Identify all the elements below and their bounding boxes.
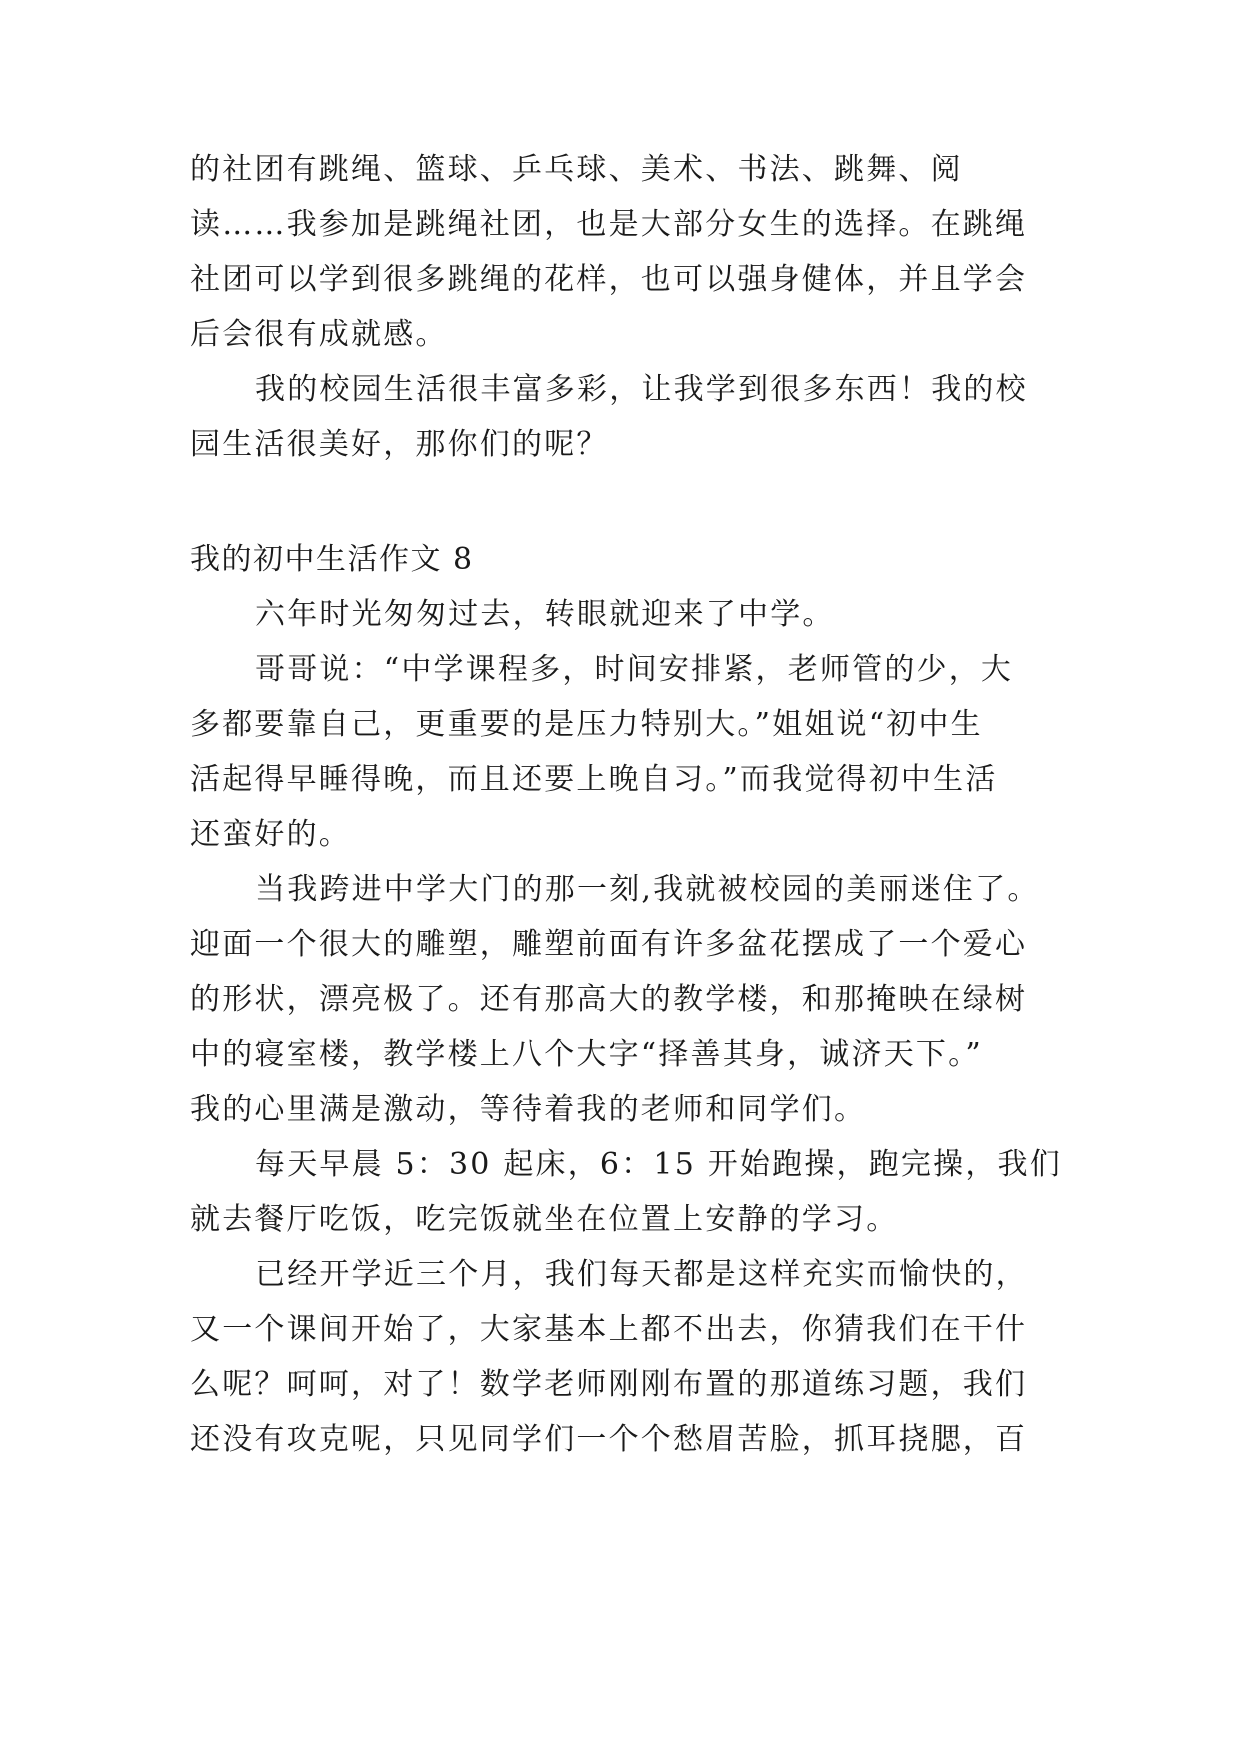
- text-line: 就去餐厅吃饭，吃完饭就坐在位置上安静的学习。: [190, 1202, 899, 1237]
- paragraph-start-line: 哥哥说：“中学课程多，时间安排紧，老师管的少，大: [255, 652, 1014, 687]
- text-line: 又一个课间开始了，大家基本上都不出去，你猜我们在干什: [190, 1312, 1028, 1347]
- text-line: 园生活很美好，那你们的呢？: [190, 427, 609, 462]
- text-line: 迎面一个很大的雕塑，雕塑前面有许多盆花摆成了一个爱心: [190, 927, 1028, 962]
- text-line: 么呢？呵呵，对了！数学老师刚刚布置的那道练习题，我们: [190, 1367, 1028, 1402]
- text-line: 的形状，漂亮极了。还有那高大的教学楼，和那掩映在绿树: [190, 982, 1028, 1017]
- paragraph-start-line: 当我跨进中学大门的那一刻,我就被校园的美丽迷住了。: [255, 872, 1040, 907]
- text-line: 还没有攻克呢，只见同学们一个个愁眉苦脸，抓耳挠腮，百: [190, 1422, 1028, 1457]
- text-line: 活起得早睡得晚，而且还要上晚自习。”而我觉得初中生活: [190, 762, 998, 797]
- text-line: 读……我参加是跳绳社团，也是大部分女生的选择。在跳绳: [190, 207, 1028, 242]
- paragraph-start-line: 我的校园生活很丰富多彩，让我学到很多东西！我的校: [255, 372, 1028, 407]
- text-line: 多都要靠自己，更重要的是压力特别大。”姐姐说“初中生: [190, 707, 983, 742]
- text-line: 还蛮好的。: [190, 817, 351, 852]
- text-line: 后会很有成就感。: [190, 317, 448, 352]
- text-line: 我的心里满是激动，等待着我的老师和同学们。: [190, 1092, 867, 1127]
- section-title: 我的初中生活作文 8: [190, 542, 474, 577]
- paragraph-start-line: 每天早晨 5：30 起床，6：15 开始跑操，跑完操，我们: [255, 1147, 1062, 1182]
- text-line: 中的寝室楼，教学楼上八个大字“择善其身，诚济天下。”: [190, 1037, 983, 1072]
- paragraph-start-line: 已经开学近三个月，我们每天都是这样充实而愉快的，: [255, 1257, 1028, 1292]
- text-line: 的社团有跳绳、篮球、乒乓球、美术、书法、跳舞、阅: [190, 152, 963, 187]
- paragraph-start-line: 六年时光匆匆过去，转眼就迎来了中学。: [255, 597, 835, 632]
- text-line: 社团可以学到很多跳绳的花样，也可以强身健体，并且学会: [190, 262, 1028, 297]
